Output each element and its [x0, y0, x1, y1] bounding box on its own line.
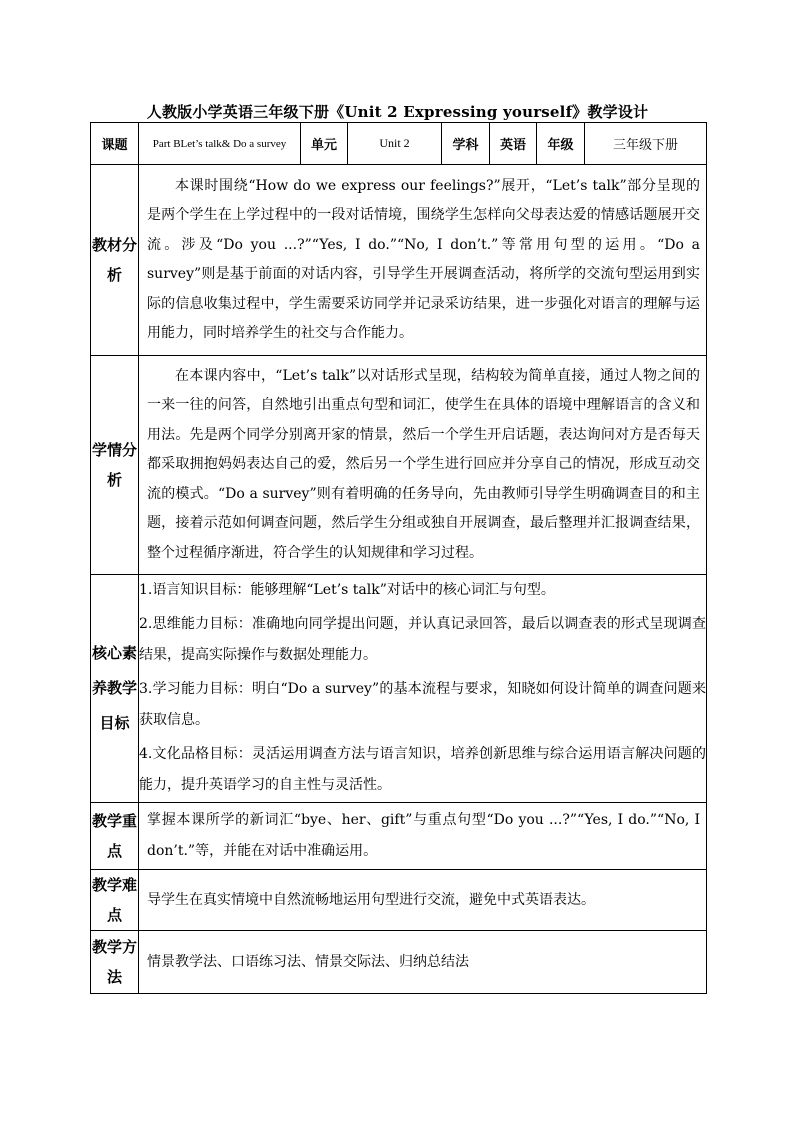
difficulties-text: 导学生在真实情境中自然流畅地运用句型进行交流，避免中式英语表达。 [147, 891, 595, 908]
subject-label: 学科 [442, 123, 490, 165]
topic-label: 课题 [91, 123, 139, 165]
learner-analysis-text: 在本课内容中，“Let’s talk”以对话形式呈现，结构较为简单直接，通过人物之间的一来一往的问答，自然地引出重点句型和词汇，使学生在具体的语境中理解语言的含义和用法。先是两个同学分别离开家的情景，然后一个学生开启话题，表达询问对方是否每天都采取拥抱妈妈表达自己的爱，然后另一个学生进行回应并分享自己的情况，形成互动交流的模式。“Do a survey”则有着明确的任务导向，先由教师引导学生明确调查目的和主题，接着示范如何调查问题，然后学生分组或独自开展调查，最后整理并汇报调查结果，整个过程循序渐进，符合学生的认知规律和学习过程。 [147, 367, 700, 561]
goal-item: 4.文化品格目标：灵活运用调查方法与语言知识，培养创新思维与综合运用语言解决问题的能力，提升英语学习的自主性与灵活性。 [139, 745, 706, 794]
methods-text: 情景教学法、口语练习法、情景交际法、归纳总结法 [147, 953, 469, 970]
core-goals-row [91, 575, 707, 803]
material-analysis-text: 本课时围绕“How do we express our feelings?”展开，“Let’s talk”部分呈现的是两个学生在上学过程中的一段对话情境，围绕学生怎样向父母表达爱的情感话题展开交流。涉及“Do you ...?”“Yes, I do.”“No, I don’t.”等常用句型的运用。“Do a survey”则是基于前面的对话内容，引导学生开展调查活动，将所学的交流句型运用到实际的信息收集过程中，学生需要采访同学并记录采访结果，进一步强化对语言的理解与运用能力，同时培养学生的社交与合作能力。 [147, 177, 700, 341]
goal-item: 2.思维能力目标：准确地向同学提出问题，并认真记录回答，最后以调查表的形式呈现调查结果，提高实际操作与数据处理能力。 [139, 615, 706, 664]
grade-label: 年级 [537, 123, 585, 165]
subject-value: 英语 [490, 123, 537, 165]
goal-item: 3.学习能力目标：明白“Do a survey”的基本流程与要求，知晓如何设计简单的调查问题来获取信息。 [139, 680, 706, 729]
difficulties-label: 教学难点 [91, 870, 139, 931]
grade-value: 三年级下册 [585, 123, 707, 165]
lesson-plan-table [90, 122, 707, 994]
document-title: 人教版小学英语三年级下册《Unit 2 Expressing yourself》教学设计 [146, 103, 649, 121]
unit-value: Unit 2 [348, 123, 442, 165]
difficulties-row [91, 870, 707, 931]
key-points-text: 掌握本课所学的新词汇“bye、her、gift”与重点句型“Do you ...?”“Yes, I do.”“No, I don’t.”等，并能在对话中准确运用。 [147, 812, 700, 859]
header-row [91, 123, 707, 165]
material-analysis-row [91, 165, 707, 356]
methods-row [91, 931, 707, 994]
topic-value: Part BLet’s talk& Do a survey [139, 123, 301, 165]
core-goals-label: 核心素养教学目标 [91, 575, 139, 803]
methods-label: 教学方法 [91, 931, 139, 994]
key-points-label: 教学重点 [91, 803, 139, 870]
learner-analysis-label: 学情分析 [91, 356, 139, 575]
key-points-row [91, 803, 707, 870]
learner-analysis-row [91, 356, 707, 575]
unit-label: 单元 [301, 123, 348, 165]
material-analysis-label: 教材分析 [91, 165, 139, 356]
goal-item: 1.语言知识目标：能够理解“Let’s talk”对话中的核心词汇与句型。 [139, 582, 555, 599]
